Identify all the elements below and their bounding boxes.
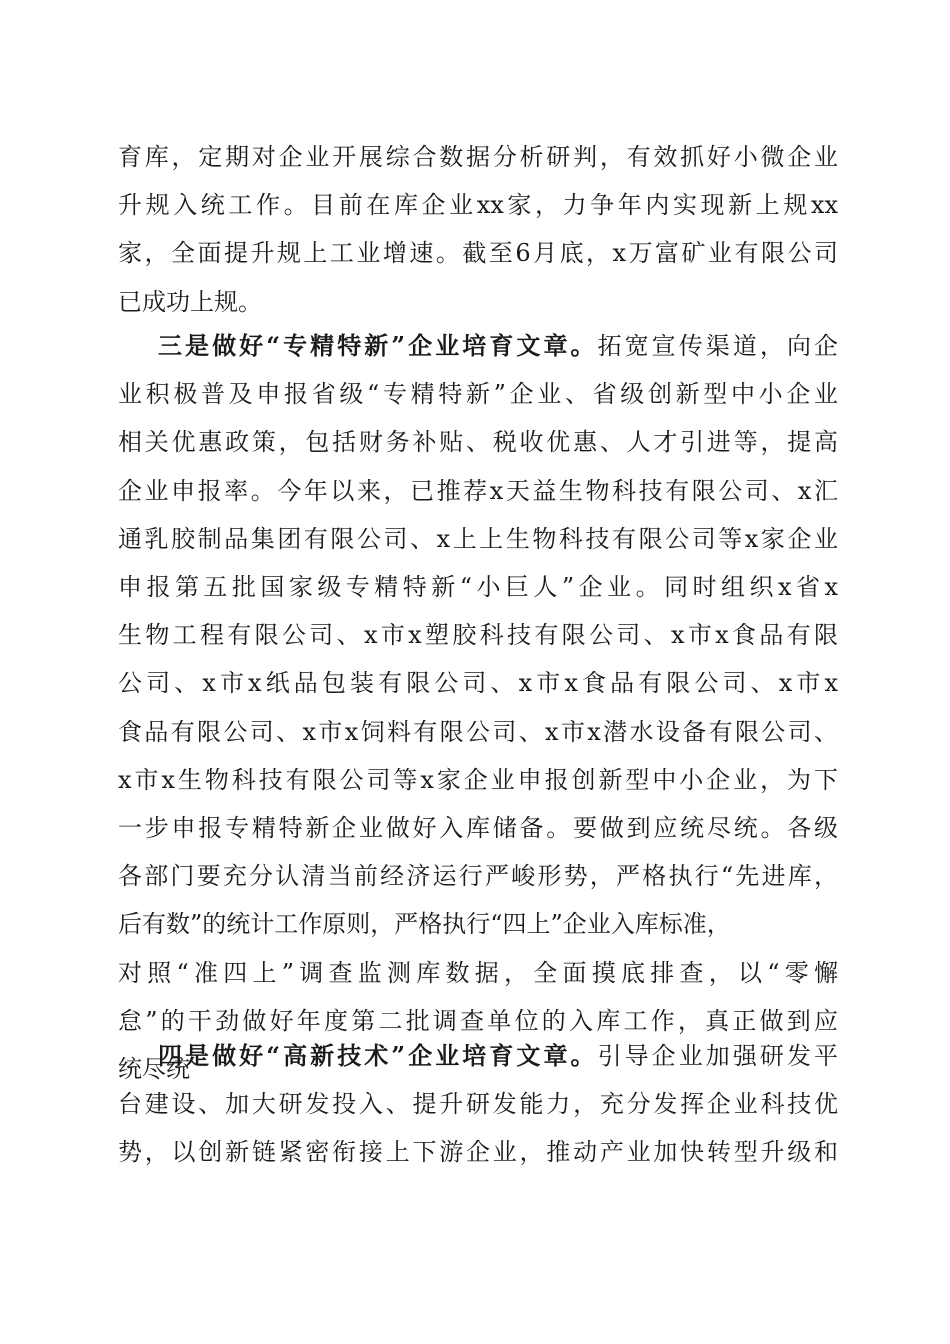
text-line: 统尽统: [118, 1055, 190, 1084]
paragraph-heading: 三是做好“专精特新”企业培育文章。: [158, 331, 598, 360]
text-line: 势，以创新链紧密衔接上下游企业，推动产业加快转型升级和: [118, 1138, 838, 1167]
text-line: x市x生物科技有限公司等x家企业申报创新型中小企业，为下: [118, 765, 838, 794]
text-line: 怠”的干劲做好年度第二批调查单位的入库工作，真正做到应: [118, 1006, 838, 1035]
text-line: 升规入统工作。目前在库企业xx家，力争年内实现新上规xx: [118, 191, 838, 220]
text-line: 育库，定期对企业开展综合数据分析研判，有效抓好小微企业: [118, 143, 838, 171]
paragraph-first-line-text: 拓宽宣传渠道，向企: [597, 332, 839, 360]
text-line: 食品有限公司、x市x饲料有限公司、x市x潜水设备有限公司、: [118, 717, 838, 746]
text-line: 各部门要充分认清当前经济运行严峻形势，严格执行“先进库，: [118, 862, 838, 891]
text-line: 相关优惠政策，包括财务补贴、税收优惠、人才引进等，提高: [118, 428, 838, 457]
text-line: 后有数”的统计工作原则，严格执行“四上”企业入库标准，: [118, 910, 731, 939]
text-line: 生物工程有限公司、x市x塑胶科技有限公司、x市x食品有限: [118, 621, 838, 650]
text-line: 通乳胶制品集团有限公司、x上上生物科技有限公司等x家企业: [118, 524, 838, 553]
paragraph-1: [118, 133, 838, 326]
paragraph-3: [118, 1032, 838, 1177]
text-line: 对照“准四上”调查监测库数据，全面摸底排查，以“零懈: [118, 958, 838, 987]
text-line: 一步申报专精特新企业做好入库储备。要做到应统尽统。各级: [118, 814, 838, 843]
paragraph-2: [118, 322, 838, 1093]
paragraph-first-line: [118, 1032, 838, 1080]
text-line: 企业申报率。今年以来，已推荐x天益生物科技有限公司、x汇: [118, 476, 838, 505]
text-line: 业积极普及申报省级“专精特新”企业、省级创新型中小企业: [118, 380, 838, 409]
paragraph-first-line-text: 引导企业加强研发平: [597, 1042, 839, 1070]
text-line: 家，全面提升规上工业增速。截至6月底，x万富矿业有限公司: [118, 239, 838, 268]
text-line: 公司、x市x纸品包装有限公司、x市x食品有限公司、x市x: [118, 669, 838, 698]
paragraph-first-line: [118, 322, 838, 370]
text-line: 台建设、加大研发投入、提升研发能力，充分发挥企业科技优: [118, 1090, 838, 1119]
text-line: 已成功上规。: [118, 287, 262, 316]
paragraph-heading: 四是做好“高新技术”企业培育文章。: [158, 1041, 598, 1070]
text-line: 申报第五批国家级专精特新“小巨人”企业。同时组织x省x: [118, 573, 838, 602]
